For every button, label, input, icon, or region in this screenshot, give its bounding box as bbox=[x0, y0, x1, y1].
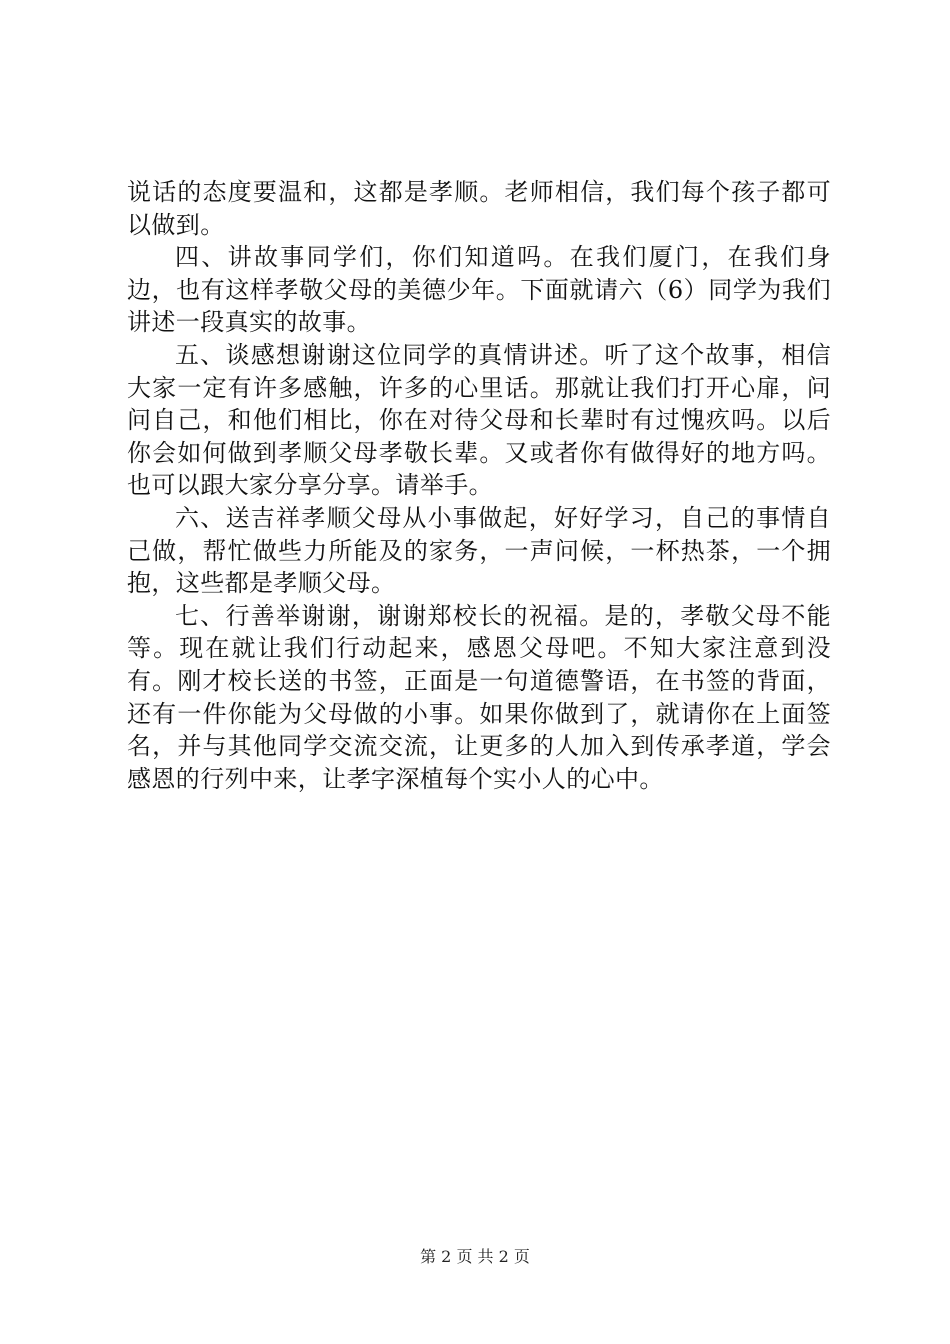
paragraph: 五、谈感想谢谢这位同学的真情讲述。听了这个故事，相信大家一定有许多感触，许多的心里话。那就让我们打开心扉，问问自己，和他们相比，你在对待父母和长辈时有过愧疚吗。以后你会如何做到孝顺父母孝敬长辈。又或者你有做得好的地方吗。也可以跟大家分享分享。请举手。 bbox=[127, 340, 831, 500]
paragraph: 四、讲故事同学们，你们知道吗。在我们厦门，在我们身边，也有这样孝敬父母的美德少年。下面就请六（6）同学为我们讲述一段真实的故事。 bbox=[127, 243, 831, 337]
paragraph: 六、送吉祥孝顺父母从小事做起，好好学习，自己的事情自己做，帮忙做些力所能及的家务，一声问候，一杯热茶，一个拥抱，这些都是孝顺父母。 bbox=[127, 503, 831, 598]
paragraph: 七、行善举谢谢，谢谢郑校长的祝福。是的，孝敬父母不能等。现在就让我们行动起来，感恩父母吧。不知大家注意到没有。刚才校长送的书签，正面是一句道德警语，在书签的背面，还有一件你能为父母做的小事。如果你做到了，就请你在上面签名，并与其他同学交流交流，让更多的人加入到传承孝道，学会感恩的行列中来，让孝字深植每个实小人的心中。 bbox=[127, 601, 831, 793]
paragraph: 说话的态度要温和，这都是孝顺。老师相信，我们每个孩子都可以做到。 bbox=[127, 178, 831, 239]
page-footer bbox=[0, 1244, 950, 1267]
page-number: 第 2 页 共 2 页 bbox=[420, 1247, 530, 1266]
document-body bbox=[127, 176, 831, 795]
